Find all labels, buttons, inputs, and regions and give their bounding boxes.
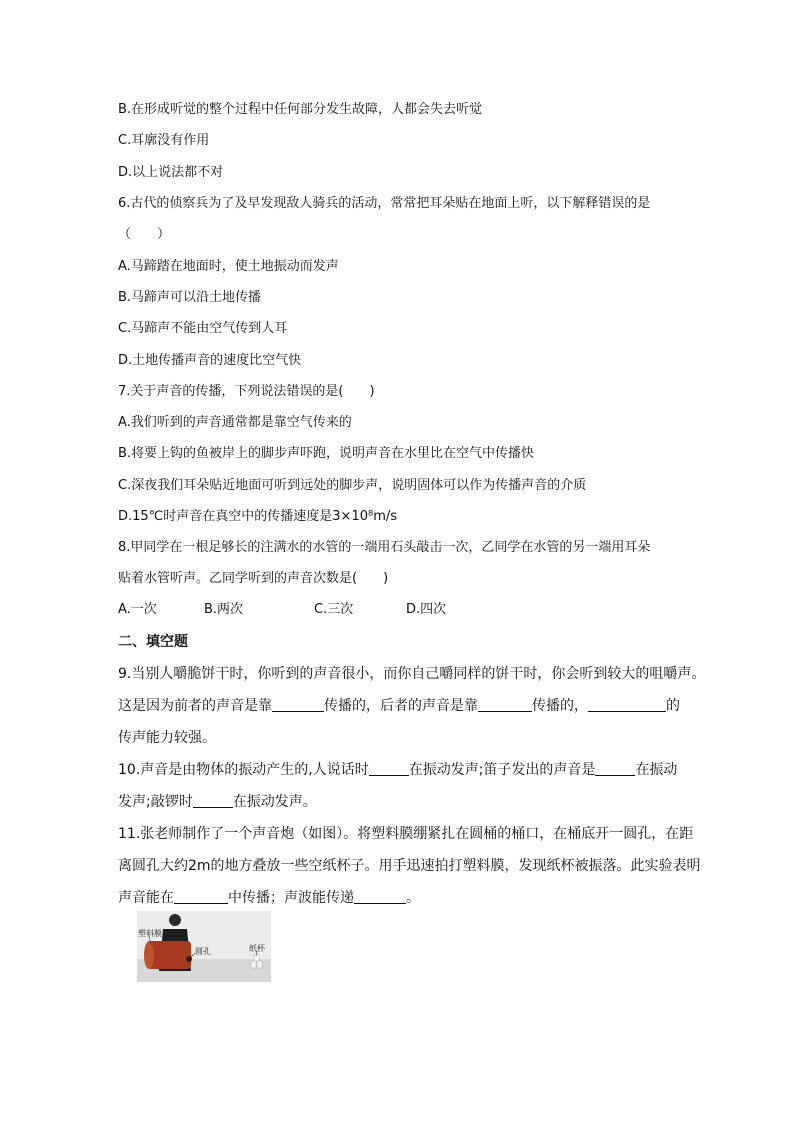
q11-text-a: 声音能在	[118, 890, 174, 906]
q10-text-c: 在振动	[635, 762, 678, 778]
q11-line1: 11.张老师制作了一个声音炮（如图）。将塑料膜绷紧扎在圆桶的桶口，在桶底开一圆孔，在距	[118, 826, 694, 842]
label-paper-cup: 纸杯	[249, 944, 265, 953]
q10-text-e: 在振动发声。	[232, 794, 317, 810]
q9-line3: 传声能力较强。	[118, 730, 216, 746]
q11-blank-1[interactable]	[174, 889, 228, 904]
q6-option-a: A.马蹄踏在地面时，使土地振动而发声	[118, 259, 339, 274]
q9-text-b: 传播的，后者的声音是靠	[324, 698, 478, 714]
label-plastic-film: 塑料膜	[138, 929, 162, 938]
q9-blank-1[interactable]	[272, 697, 324, 712]
q5-option-b: B.在形成听觉的整个过程中任何部分发生故障，人都会失去听觉	[118, 102, 483, 117]
q10-line2	[118, 793, 317, 811]
q7-option-b: B.将要上钩的鱼被岸上的脚步声吓跑，说明声音在水里比在空气中传播快	[118, 446, 535, 461]
q10-blank-2[interactable]	[595, 761, 635, 776]
q8-option-d: D.四次	[406, 602, 447, 617]
sound-cannon-figure	[137, 911, 271, 982]
q7-stem: 7.关于声音的传播，下列说法错误的是( )	[118, 384, 375, 399]
q8-option-a: A.一次	[118, 602, 157, 617]
q10-blank-3[interactable]	[193, 793, 233, 808]
q11-text-b: 中传播；声波能传递	[228, 890, 354, 906]
q10-text-d: 发声;敲锣时	[118, 794, 193, 810]
q8-option-b: B.两次	[204, 602, 244, 617]
q11-line3	[118, 889, 420, 907]
q6-answer-paren: （ ）	[118, 227, 171, 242]
q10-line1	[118, 761, 677, 779]
q11-text-c: 。	[406, 890, 420, 906]
q8-option-c: C.三次	[314, 602, 354, 617]
q6-stem: 6.古代的侦察兵为了及早发现敌人骑兵的活动，常常把耳朵贴在地面上听，以下解释错误的是	[118, 196, 651, 211]
q10-blank-1[interactable]	[369, 761, 409, 776]
q9-blank-2[interactable]	[478, 697, 532, 712]
q9-line2	[118, 697, 680, 715]
q7-option-d: D.15℃时声音在真空中的传播速度是3×10⁸m/s	[118, 509, 398, 524]
q8-stem-line2: 贴着水管听声。乙同学听到的声音次数是( )	[118, 571, 389, 586]
q8-options	[118, 601, 446, 619]
q9-text-c: 传播的，	[532, 698, 588, 714]
q9-text-a: 这是因为前者的声音是靠	[118, 698, 272, 714]
q8-stem-line1: 8.甲同学在一根足够长的注满水的水管的一端用石头敲击一次，乙同学在水管的另一端用耳朵	[118, 540, 651, 555]
q10-text-b: 在振动发声;笛子发出的声音是	[408, 762, 596, 778]
section-heading: 二、填空题	[118, 634, 188, 650]
q7-option-c: C.深夜我们耳朵贴近地面可听到远处的脚步声，说明固体可以作为传播声音的介质	[118, 478, 587, 493]
q6-option-c: C.马蹄声不能由空气传到人耳	[118, 321, 288, 336]
q11-blank-2[interactable]	[354, 889, 406, 904]
q9-blank-3[interactable]	[588, 697, 666, 712]
q10-text-a: 10.声音是由物体的振动产生的,人说话时	[118, 762, 369, 778]
q5-option-c: C.耳廓没有作用	[118, 133, 210, 148]
q9-text-d: 的	[666, 698, 680, 714]
q5-option-d: D.以上说法都不对	[118, 165, 224, 180]
q11-line2: 离圆孔大约2m的地方叠放一些空纸杯子。用手迅速拍打塑料膜，发现纸杯被振落。此实验表明	[118, 858, 701, 874]
q9-line1: 9.当别人嚼脆饼干时，你听到的声音很小，而你自己嚼同样的饼干时，你会听到较大的咀嚼声。	[118, 666, 706, 682]
q7-option-a: A.我们听到的声音通常都是靠空气传来的	[118, 415, 352, 430]
label-round-hole: 圆孔	[195, 947, 211, 956]
q6-option-d: D.土地传播声音的速度比空气快	[118, 353, 302, 368]
q6-option-b: B.马蹄声可以沿土地传播	[118, 290, 262, 305]
